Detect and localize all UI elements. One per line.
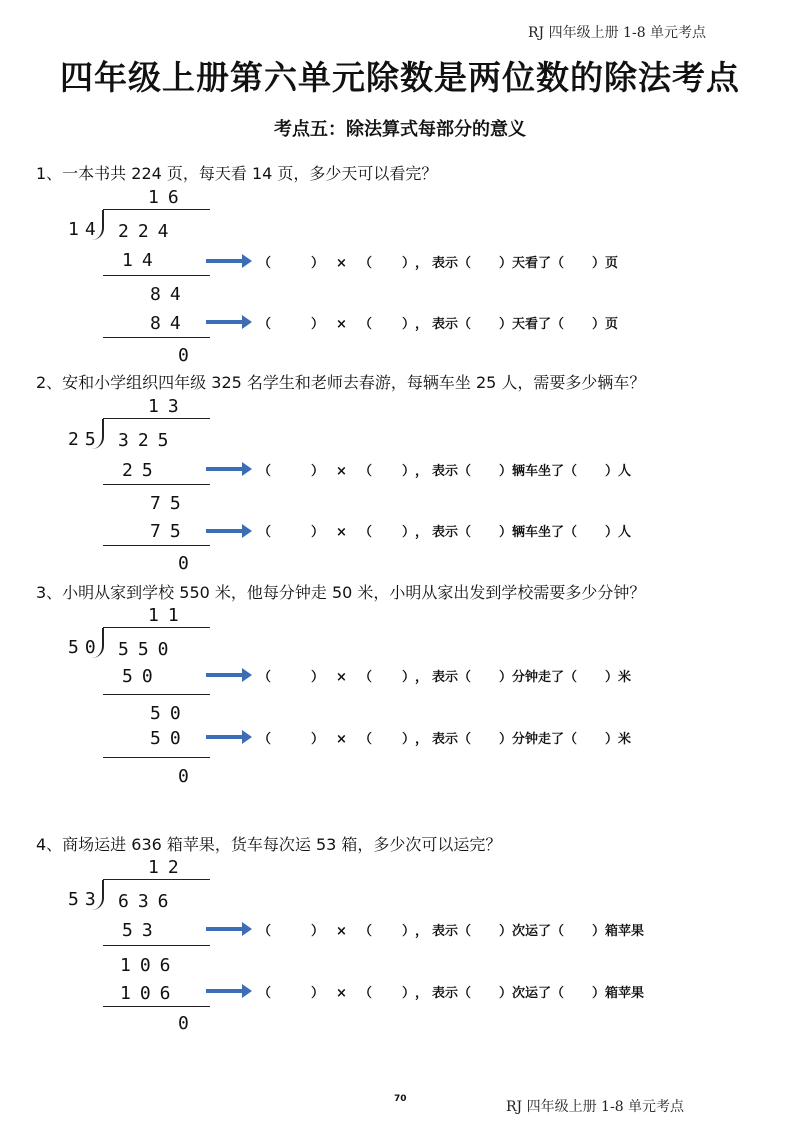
product-step-2: 84 [150,313,190,334]
footer-note: RJ 四年级上册 1-8 单元考点 [506,1099,685,1115]
meaning-blank-2: （ ） × （ ）， 表示（ ）辆车坐了（ ）人 [258,525,632,540]
meaning-blank-2: （ ） × （ ）， 表示（ ）天看了（ ）页 [258,317,619,332]
divisor: 14 [68,219,102,240]
subtraction-line [103,275,210,276]
division-bracket [92,880,104,910]
section-subtitle: 考点五：除法算式每部分的意义 [274,119,526,140]
dividend: 636 [118,891,178,912]
subtraction-line [103,757,210,758]
quotient: 16 [148,187,188,208]
product-step-2: 106 [120,983,180,1004]
arrow-icon [206,989,244,993]
remainder-step-1: 84 [150,284,190,305]
division-bar [103,627,210,628]
question-text: 1、一本书共 224 页，每天看 14 页，多少天可以看完？ [36,164,438,183]
arrow-icon [206,735,244,739]
page-title: 四年级上册第六单元除数是两位数的除法考点 [60,58,740,97]
question-text: 4、商场运进 636 箱苹果，货车每次运 53 箱，多少次可以运完？ [36,835,502,854]
division-bracket [92,628,104,658]
question-text: 2、安和小学组织四年级 325 名学生和老师去春游，每辆车坐 25 人，需要多少辆车？ [36,373,646,392]
arrow-icon [206,320,244,324]
product-step-1: 50 [122,666,162,687]
division-bar [103,418,210,419]
division-bar [103,879,210,880]
arrow-icon [206,673,244,677]
division-bracket [92,419,104,449]
final-remainder: 0 [178,766,198,787]
meaning-blank-1: （ ） × （ ）， 表示（ ）天看了（ ）页 [258,256,619,271]
subtraction-line [103,1006,210,1007]
meaning-blank-2: （ ） × （ ）， 表示（ ）次运了（ ）箱苹果 [258,986,645,1001]
product-step-1: 53 [122,920,162,941]
arrow-icon [206,529,244,533]
arrow-icon [206,467,244,471]
meaning-blank-2: （ ） × （ ）， 表示（ ）分钟走了（ ）米 [258,732,632,747]
division-bracket [92,210,104,240]
arrow-icon [206,259,244,263]
final-remainder: 0 [178,345,198,366]
product-step-2: 75 [150,521,190,542]
meaning-blank-1: （ ） × （ ）， 表示（ ）辆车坐了（ ）人 [258,464,632,479]
product-step-1: 14 [122,250,162,271]
subtraction-line [103,545,210,546]
remainder-step-1: 75 [150,493,190,514]
dividend: 325 [118,430,178,451]
subtraction-line [103,694,210,695]
final-remainder: 0 [178,1013,198,1034]
division-bar [103,209,210,210]
question-text: 3、小明从家到学校 550 米，他每分钟走 50 米，小明从家出发到学校需要多少分钟？ [36,583,646,602]
quotient: 12 [148,857,188,878]
remainder-step-1: 50 [150,703,190,724]
header-note: RJ 四年级上册 1-8 单元考点 [528,25,707,41]
remainder-step-1: 106 [120,955,180,976]
arrow-icon [206,927,244,931]
meaning-blank-1: （ ） × （ ）， 表示（ ）分钟走了（ ）米 [258,670,632,685]
meaning-blank-1: （ ） × （ ）， 表示（ ）次运了（ ）箱苹果 [258,924,645,939]
product-step-1: 25 [122,460,162,481]
dividend: 224 [118,221,178,242]
subtraction-line [103,337,210,338]
subtraction-line [103,945,210,946]
quotient: 13 [148,396,188,417]
product-step-2: 50 [150,728,190,749]
final-remainder: 0 [178,553,198,574]
divisor: 50 [68,637,102,658]
quotient: 11 [148,605,188,626]
divisor: 25 [68,429,102,450]
subtraction-line [103,484,210,485]
dividend: 550 [118,639,178,660]
divisor: 53 [68,889,102,910]
page-number: 70 [394,1094,407,1104]
